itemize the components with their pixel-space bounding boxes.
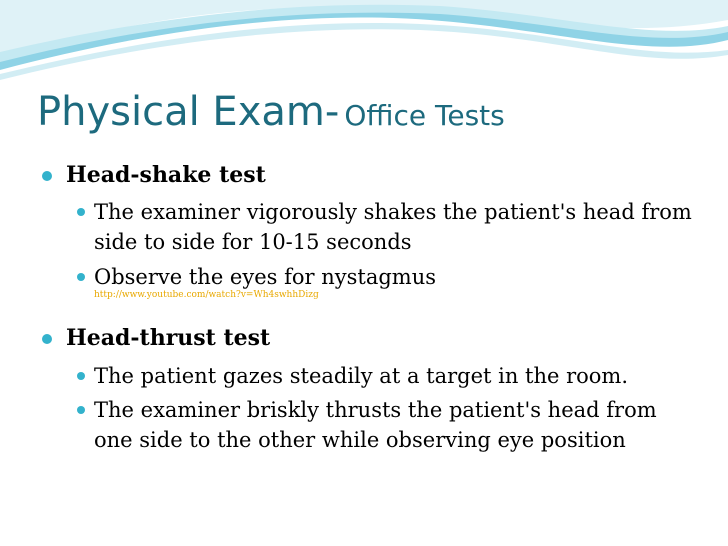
list-item-line: Observe the eyes for nystagmus	[94, 265, 437, 289]
list-item	[94, 361, 628, 391]
bullet-dot	[42, 171, 52, 181]
slide-title	[37, 89, 505, 135]
list-item-line: The patient gazes steadily at a target in the room.	[94, 364, 629, 388]
bullet-dot	[77, 273, 85, 281]
bullet-dot	[77, 406, 85, 414]
section-heading-head-shake	[66, 162, 266, 188]
list-item-line: side to side for 10-15 seconds	[94, 230, 412, 254]
youtube-link[interactable]: http://www.youtube.com/watch?v=Wh4swhhDizg	[94, 290, 319, 300]
list-item	[94, 395, 657, 455]
title-subtitle: Office Tests	[344, 99, 505, 132]
list-item-line: The examiner briskly thrusts the patient's head from	[94, 398, 657, 422]
bullet-dot	[77, 208, 85, 216]
list-item	[94, 262, 436, 292]
section-heading-label: Head-shake test	[66, 162, 266, 188]
bullet-dot	[42, 334, 52, 344]
list-item-line: The examiner vigorously shakes the patient's head from	[94, 200, 692, 224]
title-main: Physical Exam-	[37, 89, 340, 135]
list-item-line: one side to the other while observing eye position	[94, 428, 626, 452]
list-item	[94, 197, 692, 257]
section-heading-label: Head-thrust test	[66, 325, 271, 351]
section-heading-head-thrust	[66, 325, 270, 351]
bullet-dot	[77, 372, 85, 380]
